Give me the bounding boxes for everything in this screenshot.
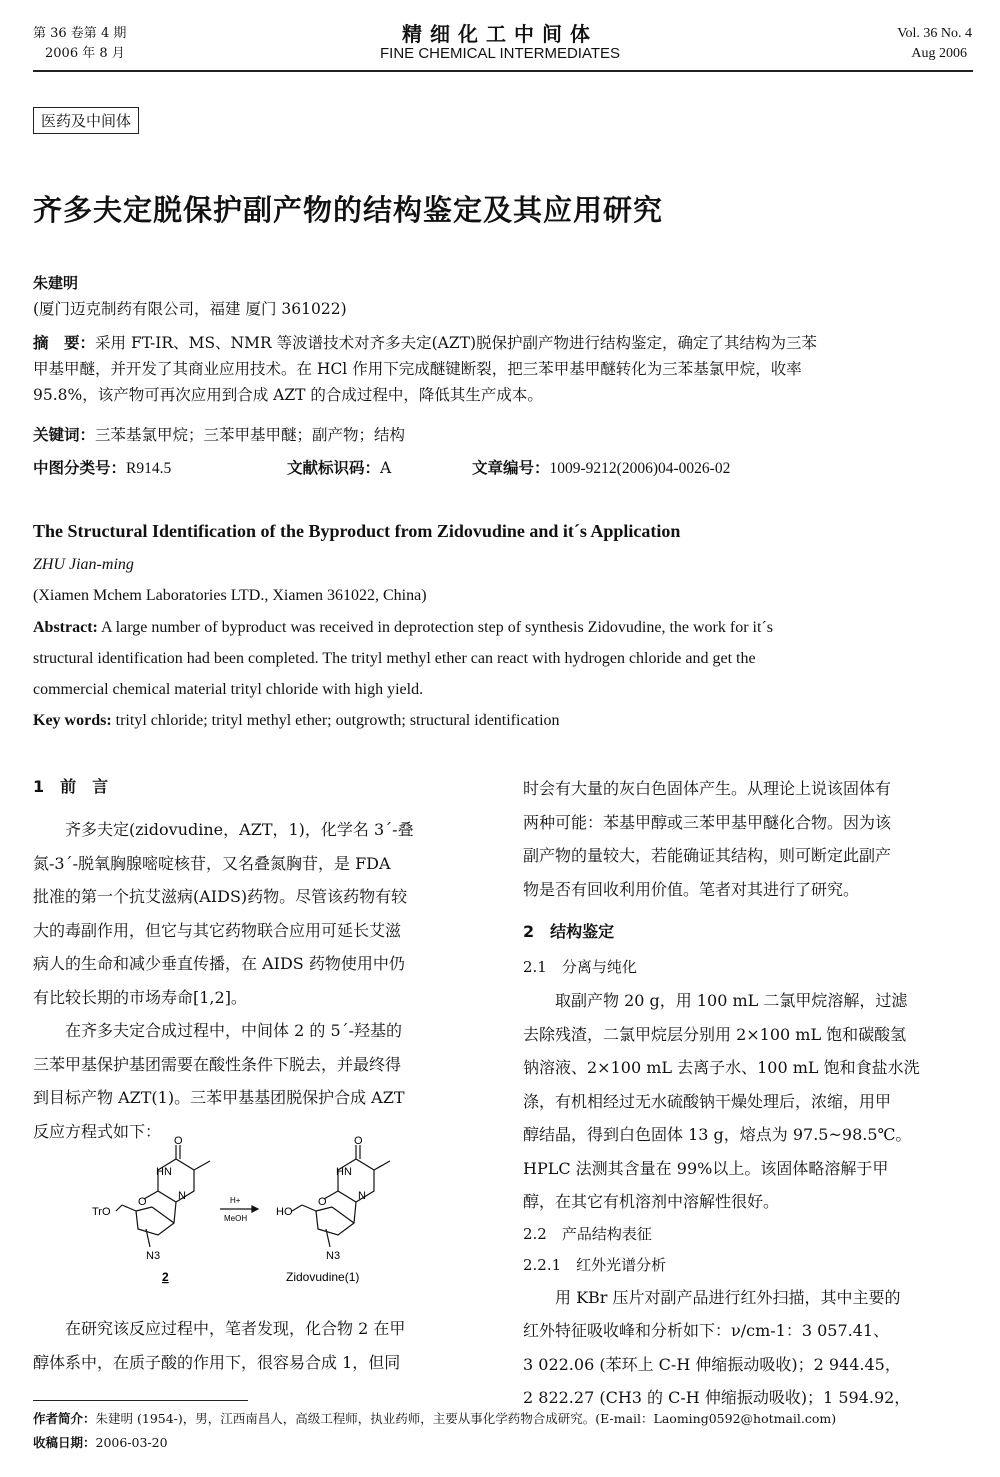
english-abstract-label: Abstract: bbox=[33, 619, 98, 636]
left-column-bottom bbox=[33, 1312, 483, 1379]
reagent-acid: H+ bbox=[230, 1196, 241, 1205]
english-keywords bbox=[33, 705, 560, 736]
footnote-rule bbox=[33, 1400, 248, 1401]
right-column bbox=[523, 772, 975, 1415]
scheme-ho: HO bbox=[276, 1206, 293, 1218]
intro-paragraph-2 bbox=[33, 1014, 483, 1148]
received-date-text: 2006-03-20 bbox=[95, 1435, 168, 1450]
english-keywords-text: trityl chloride; trityl methyl ether; outgrowth; structural identification bbox=[115, 712, 560, 729]
text-line: 钠溶液、2×100 mL 去离子水、100 mL 饱和食盐水洗 bbox=[523, 1058, 920, 1077]
abstract-cn bbox=[33, 330, 973, 408]
text-line: 醇结晶，得到白色固体 13 g，熔点为 97.5~98.5℃。 bbox=[523, 1125, 912, 1144]
text-line: 红外特征吸收峰和分析如下：ν/cm-1：3 057.41、 bbox=[523, 1321, 890, 1340]
text-line: 反应方程式如下： bbox=[33, 1121, 162, 1141]
volume-en: Vol. 36 No. 4 bbox=[897, 26, 972, 41]
text-line: 齐多夫定(zidovudine，AZT，1)，化学名 3´-叠 bbox=[65, 820, 414, 839]
abstract-cn-line: 采用 FT-IR、MS、NMR 等波谱技术对齐多夫定(AZT)脱保护副产物进行结构鉴定，确定了其结构为三苯 bbox=[95, 334, 817, 352]
text-line: 取副产物 20 g，用 100 mL 二氯甲烷溶解，过滤 bbox=[555, 991, 908, 1010]
text-line: 物是否有回收利用价值。笔者对其进行了研究。 bbox=[523, 879, 860, 899]
english-affiliation: (Xiamen Mchem Laboratories LTD., Xiamen 361022, China) bbox=[33, 587, 427, 604]
keywords-cn-label: 关键词： bbox=[33, 426, 96, 444]
received-date bbox=[33, 1432, 168, 1454]
abstract-cn-line: 甲基甲醚，并开发了其商业应用技术。在 HCl 作用下完成醚键断裂，把三苯甲基甲醚转化为三苯基氯甲烷，收率 bbox=[33, 360, 802, 378]
scheme-o: O bbox=[138, 1196, 147, 1208]
section-2-2-1-heading: 2.2.1 红外光谱分析 bbox=[523, 1255, 667, 1274]
text-line: 到目标产物 AZT(1)。三苯甲基基团脱保护合成 AZT bbox=[33, 1088, 405, 1107]
author-bio-text: 朱建明 (1954-)，男，江西南昌人，高级工程师，执业药师，主要从事化学药物合成研究。(E-mail：Laoming0592@hotmail.com) bbox=[95, 1411, 837, 1426]
scheme-o: O bbox=[318, 1196, 327, 1208]
article-label: 文章编号： bbox=[472, 459, 550, 477]
clc-value: R914.5 bbox=[126, 460, 172, 477]
text-line: 3 022.06 (苯环上 C-H 伸缩振动吸收)；2 944.45， bbox=[523, 1354, 901, 1374]
scheme-o: O bbox=[174, 1135, 183, 1147]
text-line: 大的毒副作用，但它与其它药物联合应用可延长艾滋 bbox=[33, 920, 402, 940]
doc-code bbox=[287, 455, 391, 481]
keywords-cn-text: 三苯基氯甲烷；三苯甲基甲醚；副产物；结构 bbox=[95, 426, 406, 444]
scheme-n: N bbox=[178, 1190, 186, 1202]
compound-1-label: Zidovudine(1) bbox=[286, 1270, 360, 1284]
text-line: 批准的第一个抗艾滋病(AIDS)药物。尽管该药物有较 bbox=[33, 887, 408, 906]
doc-label: 文献标识码： bbox=[287, 459, 381, 477]
english-author: ZHU Jian-ming bbox=[33, 556, 134, 573]
paper-title: 齐多夫定脱保护副产物的结构鉴定及其应用研究 bbox=[33, 193, 664, 227]
text-line: 2 822.27 (CH3 的 C-H 伸缩振动吸收)；1 594.92， bbox=[523, 1388, 911, 1407]
scheme-n3: N3 bbox=[146, 1250, 161, 1262]
scheme-n: N bbox=[358, 1190, 366, 1202]
clc-label: 中图分类号： bbox=[33, 459, 127, 477]
reaction-scheme bbox=[80, 1135, 420, 1300]
text-line: 副产物的量较大，若能确证其结构，则可断定此副产 bbox=[523, 846, 892, 865]
text-line: HPLC 法测其含量在 99%以上。该固体略溶解于甲 bbox=[523, 1158, 889, 1178]
date-en: Aug 2006 bbox=[911, 46, 967, 61]
scheme-n3: N3 bbox=[326, 1250, 341, 1262]
text-line: 时会有大量的灰白色固体产生。从理论上说该固体有 bbox=[523, 779, 892, 798]
text-line: 在研究该反应过程中，笔者发现，化合物 2 在甲 bbox=[65, 1319, 406, 1338]
abstract-cn-label: 摘 要： bbox=[33, 334, 96, 352]
author-bio-label: 作者简介： bbox=[33, 1411, 96, 1426]
article-value: 1009-9212(2006)04-0026-02 bbox=[549, 460, 731, 477]
text-line: 醇体系中，在质子酸的作用下，很容易合成 1，但同 bbox=[33, 1352, 401, 1372]
abstract-cn-line: 95.8%，该产物可再次应用到合成 AZT 的合成过程中，降低其生产成本。 bbox=[33, 386, 543, 404]
section-2-1-heading: 2.1 分离与纯化 bbox=[523, 958, 637, 976]
text-line: 用 KBr 压片对副产品进行红外扫描，其中主要的 bbox=[555, 1287, 901, 1307]
english-abstract-line: commercial chemical material trityl chloride with high yield. bbox=[33, 681, 424, 698]
text-line: 有比较长期的市场寿命[1,2]。 bbox=[33, 987, 247, 1007]
journal-title-en: FINE CHEMICAL INTERMEDIATES bbox=[379, 45, 621, 62]
section-2-heading: 2 结构鉴定 bbox=[523, 922, 615, 941]
section-1-heading: 1 前 言 bbox=[33, 777, 109, 796]
doc-value: A bbox=[380, 459, 392, 477]
received-date-label: 收稿日期： bbox=[33, 1435, 96, 1450]
author-bio bbox=[33, 1408, 836, 1430]
text-line: 三苯甲基保护基团需要在酸性条件下脱去，并最终得 bbox=[33, 1054, 402, 1074]
scheme-hn: HN bbox=[336, 1166, 352, 1178]
text-line: 去除残渣，二氯甲烷层分别用 2×100 mL 饱和碳酸氢 bbox=[523, 1024, 907, 1044]
left-column bbox=[33, 772, 483, 1148]
text-line: 在齐多夫定合成过程中，中间体 2 的 5´-羟基的 bbox=[65, 1021, 403, 1040]
section-tag: 医药及中间体 bbox=[33, 107, 139, 134]
section-2-2-heading: 2.2 产品结构表征 bbox=[523, 1224, 652, 1243]
header-rule bbox=[33, 70, 973, 72]
article-number bbox=[472, 455, 730, 482]
keywords-cn bbox=[33, 422, 405, 448]
intro-paragraph-1 bbox=[33, 813, 483, 1014]
text-line: 两种可能：苯基甲醇或三苯甲基甲醚化合物。因为该 bbox=[523, 812, 892, 832]
affiliation-cn: (厦门迈克制药有限公司，福建 厦门 361022) bbox=[33, 300, 347, 318]
issue-cn: 第 36 卷第 4 期 bbox=[33, 26, 127, 41]
date-cn: 2006 年 8 月 bbox=[45, 46, 125, 61]
scheme-tro: TrO bbox=[92, 1206, 111, 1218]
compound-2-label: 2 bbox=[162, 1270, 169, 1284]
text-line: 氮-3´-脱氧胸腺嘧啶核苷，又名叠氮胸苷，是 FDA bbox=[33, 853, 391, 873]
english-keywords-label: Key words: bbox=[33, 712, 112, 729]
journal-title-cn: 精细化工中间体 bbox=[402, 22, 598, 46]
scheme-hn: HN bbox=[156, 1166, 172, 1178]
english-abstract bbox=[33, 612, 978, 705]
text-line: 醇，在其它有机溶剂中溶解性很好。 bbox=[523, 1192, 780, 1211]
text-line: 病人的生命和减少垂直传播，在 AIDS 药物使用中仍 bbox=[33, 954, 405, 973]
classification-row bbox=[33, 455, 171, 482]
english-abstract-line: structural identification had been completed. The trityl methyl ether can react with hydrogen chloride and get the bbox=[33, 650, 756, 667]
scheme-o: O bbox=[354, 1135, 363, 1147]
english-title: The Structural Identification of the Byproduct from Zidovudine and it´s Application bbox=[33, 521, 681, 541]
reagent-solvent: MeOH bbox=[224, 1214, 248, 1223]
english-abstract-line: A large number of byproduct was received in deprotection step of synthesis Zidovudine, the work for it´s bbox=[101, 619, 773, 636]
author-cn: 朱建明 bbox=[33, 274, 79, 292]
text-line: 涤，有机相经过无水硫酸钠干燥处理后，浓缩，用甲 bbox=[523, 1091, 892, 1111]
